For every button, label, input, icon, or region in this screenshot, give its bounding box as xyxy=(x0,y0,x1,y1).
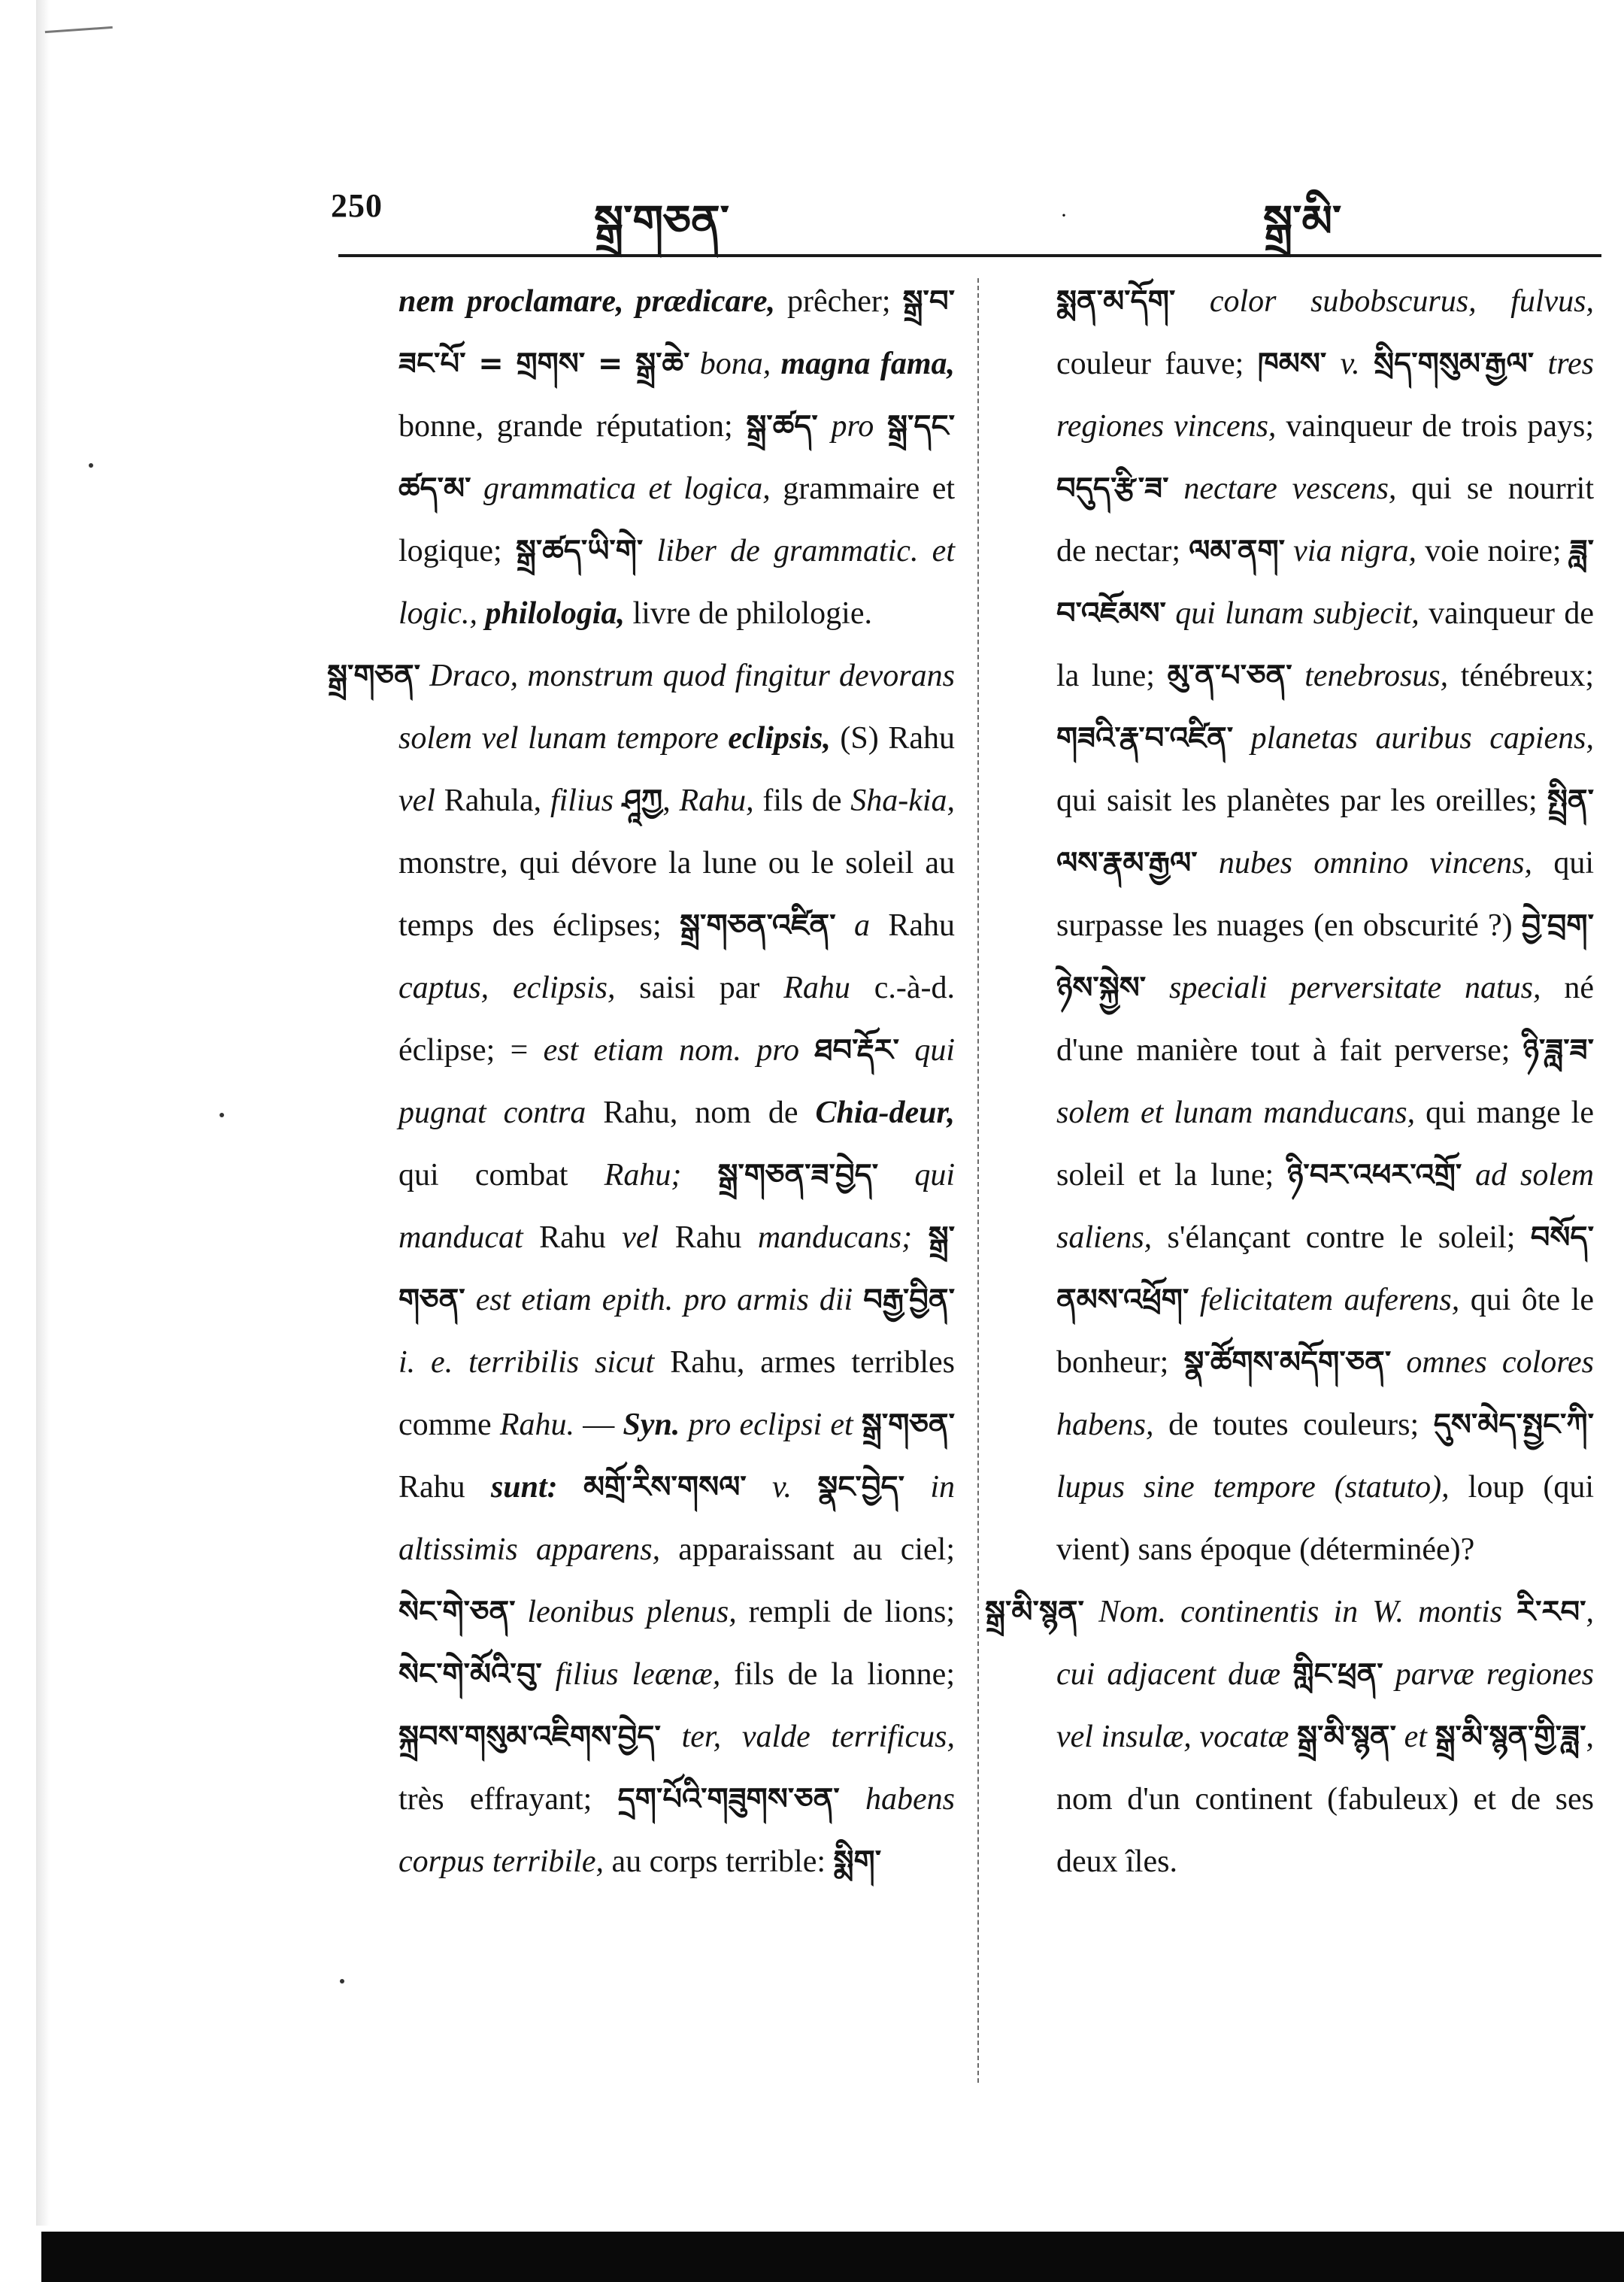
tibetan-term: སྲིད་གསུམ་རྒྱལ་ xyxy=(1374,347,1535,381)
french-gloss: bonne, grande réputation; xyxy=(398,409,747,444)
latin-gloss: leonibus plenus, xyxy=(515,1595,737,1629)
tibetan-term: སྣང་བྱེད་ xyxy=(817,1470,905,1505)
dictionary-entry xyxy=(398,271,955,645)
french-gloss: de toutes couleurs; xyxy=(1153,1408,1434,1442)
french-gloss: , nom d'un continent (fabuleux) et de ses deux îles. xyxy=(1056,1720,1594,1879)
latin-gloss: v. xyxy=(1326,347,1374,381)
french-gloss: Rahu, nom de xyxy=(586,1096,816,1130)
tibetan-term: སྨིག་ xyxy=(833,1844,882,1879)
scan-bottom-bar xyxy=(41,2232,1624,2282)
latin-gloss: vel xyxy=(622,1220,659,1255)
tibetan-term: གཟའི་རྣ་བ་འཛིན་ xyxy=(1056,721,1234,756)
tibetan-term: སྒྲ་གཅན་ xyxy=(327,659,421,693)
latin-gloss: filius leænæ, xyxy=(541,1657,721,1692)
latin-gloss: liber de grammatic. et logic., xyxy=(398,534,955,631)
right-column xyxy=(985,271,1595,1893)
french-gloss: fils de la lionne; xyxy=(720,1657,955,1692)
tibetan-term: རི་རབ་ xyxy=(1516,1595,1586,1629)
latin-gloss: est etiam nom. pro xyxy=(543,1033,815,1068)
french-gloss: prêcher; xyxy=(774,284,903,319)
latin-gloss: parvæ regiones vel insulæ, vocatæ xyxy=(1056,1657,1594,1754)
latin-gloss: qui manducat xyxy=(398,1158,955,1255)
latin-gloss-bold: Syn. xyxy=(623,1408,680,1442)
tibetan-term: གླིང་ཕྲན་ xyxy=(1292,1657,1383,1692)
french-gloss: , xyxy=(662,783,680,818)
french-gloss: qui combat xyxy=(398,1158,604,1193)
scan-speck xyxy=(220,1113,224,1117)
latin-gloss: Draco, monstrum quod fingitur devorans solem vel lunam tempore xyxy=(398,659,955,756)
french-gloss: qui surpasse les nuages (en obscurité ?) xyxy=(1056,846,1594,943)
latin-gloss: ad solem saliens, xyxy=(1056,1158,1594,1255)
french-gloss: voie noire; xyxy=(1416,534,1570,568)
tibetan-term: སྒྲ་བ་ཟང་པོ་ = གྲགས་ = སྒྲ་ཆེ་ xyxy=(398,284,955,381)
french-gloss: Rahula, xyxy=(435,783,550,818)
latin-gloss-bold: sunt: xyxy=(490,1470,583,1505)
page-edge-shadow xyxy=(36,0,50,2226)
tibetan-term: སྒྲ་ཚད་ཡི་གེ་ xyxy=(515,534,644,568)
tibetan-term: སྒྲ་གཅན་ཟ་བྱེད་ xyxy=(717,1158,879,1193)
french-gloss: rempli de lions; xyxy=(736,1595,955,1629)
header-rule xyxy=(338,254,1601,257)
french-gloss: Rahu xyxy=(398,1470,491,1505)
french-gloss: vainqueur de la lune; xyxy=(1056,596,1594,693)
french-gloss: qui ôte le bonheur; xyxy=(1056,1283,1594,1380)
latin-gloss: pro xyxy=(817,409,887,444)
tibetan-term: སྨན་མ་དོག་ xyxy=(1056,284,1176,319)
french-gloss: Rahu, armes terribles comme xyxy=(398,1345,956,1442)
tibetan-term: སྒྲ་མི་སྙན་གྱི་ཟླ་ xyxy=(1435,1720,1586,1754)
latin-gloss: planetas auribus capiens, xyxy=(1233,721,1594,756)
french-gloss: qui mange le soleil et la lune; xyxy=(1056,1096,1594,1193)
french-gloss: s'élançant contre le soleil; xyxy=(1152,1220,1531,1255)
tibetan-term: ཁམས་ xyxy=(1257,347,1327,381)
tibetan-term: སྣ་ཚོགས་མདོག་ཅན་ xyxy=(1183,1345,1392,1380)
tibetan-term: ཤཱཀྱ xyxy=(622,783,663,818)
tibetan-term: ཐབ་རྡོར་ xyxy=(814,1033,900,1068)
latin-gloss: qui lunam subjecit, xyxy=(1165,596,1419,631)
latin-gloss: in altissimis apparens, xyxy=(398,1470,956,1567)
latin-gloss: Sha-kia, xyxy=(850,783,956,818)
latin-gloss: grammatica et logica, xyxy=(471,471,771,506)
tibetan-term: བསོད་ནམས་འཕྲོག་ xyxy=(1056,1220,1594,1317)
tibetan-term: མུ་ན་པ་ཅན་ xyxy=(1167,659,1292,693)
french-gloss: loup (qui vient) sans époque (déterminée)? xyxy=(1056,1470,1595,1567)
latin-gloss: ter, valde terrificus, xyxy=(660,1720,955,1754)
french-gloss: apparaissant au ciel; xyxy=(660,1532,955,1567)
tibetan-term: སེང་གེ་ཅན་ xyxy=(398,1595,516,1629)
french-gloss: très effrayant; xyxy=(398,1782,618,1817)
french-gloss: qui se nourrit de nectar; xyxy=(1056,471,1595,568)
french-gloss: au corps terrible: xyxy=(603,1844,834,1879)
latin-gloss: lupus sine tempore (statuto), xyxy=(1056,1470,1450,1505)
latin-gloss: manducans; xyxy=(757,1220,929,1255)
latin-gloss: speciali perversitate natus, xyxy=(1146,971,1541,1005)
tibetan-term: སེང་གེ་མོའི་བུ་ xyxy=(398,1657,542,1692)
scan-speck xyxy=(340,1979,344,1983)
column-divider xyxy=(977,278,979,2083)
tibetan-term: ལམ་ནག་ xyxy=(1189,534,1286,568)
latin-gloss: via nigra, xyxy=(1285,534,1417,568)
latin-gloss: et xyxy=(1396,1720,1435,1754)
french-gloss: c.-à-d. éclipse; = xyxy=(398,971,955,1068)
french-gloss: — xyxy=(574,1408,623,1442)
latin-gloss: felicitatem auferens, xyxy=(1189,1283,1460,1317)
latin-gloss: tenebrosus, xyxy=(1292,659,1449,693)
tibetan-term: ཟླ་བ་འཇོམས་ xyxy=(1056,534,1594,631)
french-gloss: qui saisit les planètes par les oreilles; xyxy=(1056,783,1547,818)
tibetan-term: ཉི་བར་འཕར་འགྲོ་ xyxy=(1287,1158,1462,1193)
latin-gloss: Rahu, xyxy=(679,783,754,818)
latin-gloss: pro eclipsi et xyxy=(680,1408,862,1442)
tibetan-term: སྒྲ་གཅན་ xyxy=(398,1220,956,1317)
latin-gloss: captus, eclipsis, xyxy=(398,971,616,1005)
latin-gloss-bold: Chia-deur, xyxy=(815,1096,956,1130)
french-gloss: (S) Rahu xyxy=(830,721,955,756)
french-gloss: saisi par xyxy=(615,971,784,1005)
tibetan-term: སྒྲ་ཚད་ xyxy=(746,409,818,444)
tibetan-term: དྲག་པོའི་གཟུགས་ཅན་ xyxy=(617,1782,840,1817)
tibetan-term: བརྒྱ་བྱིན་ xyxy=(863,1283,955,1317)
header-dot: · xyxy=(1060,203,1068,228)
dictionary-entry xyxy=(327,645,956,1893)
latin-gloss: omnes colores habens, xyxy=(1056,1345,1595,1442)
latin-gloss: habens corpus terribile, xyxy=(398,1782,955,1879)
latin-gloss: Rahu xyxy=(783,971,850,1005)
latin-gloss: est etiam epith. pro armis dii xyxy=(465,1283,864,1317)
latin-gloss-bold: nem proclamare, prædicare, xyxy=(398,284,775,319)
latin-gloss: solem et lunam manducans, xyxy=(1056,1096,1416,1130)
french-gloss: fils de xyxy=(753,783,851,818)
page-number: 250 xyxy=(331,187,383,224)
latin-gloss: Nom. continentis in W. montis xyxy=(1083,1595,1517,1629)
latin-gloss-bold: eclipsis, xyxy=(728,721,831,756)
left-column xyxy=(327,271,956,1893)
latin-gloss: nectare vescens, xyxy=(1168,471,1397,506)
tibetan-term: བདུད་རྩི་ཟ་ xyxy=(1056,471,1169,506)
running-headword-left: སྒྲ་གཅན་ xyxy=(594,195,729,247)
tibetan-term: དུས་མེད་སྤྱང་ཀི་ xyxy=(1433,1408,1594,1442)
dictionary-entry xyxy=(985,1581,1594,1893)
french-gloss: Rahu xyxy=(888,908,956,943)
french-gloss: couleur fauve; xyxy=(1056,347,1258,381)
latin-gloss: Rahu. xyxy=(499,1408,574,1442)
latin-gloss: filius xyxy=(550,783,623,818)
latin-gloss: qui pugnat contra xyxy=(398,1033,955,1130)
latin-gloss: nubes omnino vincens, xyxy=(1197,846,1532,880)
latin-gloss-bold: philologia, xyxy=(485,596,626,631)
french-gloss: Rahu xyxy=(523,1220,623,1255)
latin-gloss: Rahu; xyxy=(604,1158,718,1193)
french-gloss: monstre, qui dévore la lune ou le soleil au temps des éclipses; xyxy=(398,846,955,943)
latin-gloss: i. e. terribilis sicut xyxy=(398,1345,655,1380)
french-gloss: ténébreux; xyxy=(1448,659,1595,693)
tibetan-term: སྐྲབས་གསུམ་འཇིགས་བྱེད་ xyxy=(398,1720,661,1754)
french-gloss: Rahu xyxy=(659,1220,758,1255)
latin-gloss: bona, xyxy=(689,347,781,381)
french-gloss: vainqueur de trois pays; xyxy=(1276,409,1594,444)
dictionary-entry xyxy=(1056,271,1594,1581)
tibetan-term: ཉི་ཟླ་ཟ་ xyxy=(1522,1033,1594,1068)
tibetan-term: སྒྲ་གཅན་ xyxy=(861,1408,955,1442)
french-gloss: livre de philologie. xyxy=(625,596,872,631)
latin-gloss: color subobscurus, fulvus, xyxy=(1175,284,1594,319)
page-header xyxy=(0,173,1624,256)
running-headword-right: སྒྲ་མི་ xyxy=(1263,195,1342,247)
french-gloss: grammaire et logique; xyxy=(398,471,955,568)
scan-mark xyxy=(45,26,113,38)
tibetan-term: བྱེ་བྲག་ཉེས་སྐྱེས་ xyxy=(1056,908,1594,1005)
latin-gloss: , cui adjacent duæ xyxy=(1056,1595,1594,1692)
tibetan-term: སྒྲ་མི་སྙན་ xyxy=(985,1595,1084,1629)
tibetan-term: སྒྲ་མི་སྙན་ xyxy=(1297,1720,1397,1754)
latin-gloss: tres regiones vincens, xyxy=(1056,347,1594,444)
tibetan-term: སྒྲ་དང་ཚད་མ་ xyxy=(398,409,955,506)
latin-gloss: vel xyxy=(398,783,435,818)
tibetan-term: སྒྲ་གཅན་འཛིན་ xyxy=(680,908,836,943)
latin-gloss: v. xyxy=(746,1470,818,1505)
french-gloss: né d'une manière tout à fait perverse; xyxy=(1056,971,1594,1068)
latin-gloss-bold: magna fama, xyxy=(780,347,956,381)
tibetan-term: མགྲོ་རིས་གསལ་ xyxy=(583,1470,747,1505)
latin-gloss: a xyxy=(835,908,889,943)
tibetan-term: སྤྲིན་ལས་རྣམ་རྒྱལ་ xyxy=(1056,783,1594,880)
scan-speck xyxy=(89,463,93,468)
